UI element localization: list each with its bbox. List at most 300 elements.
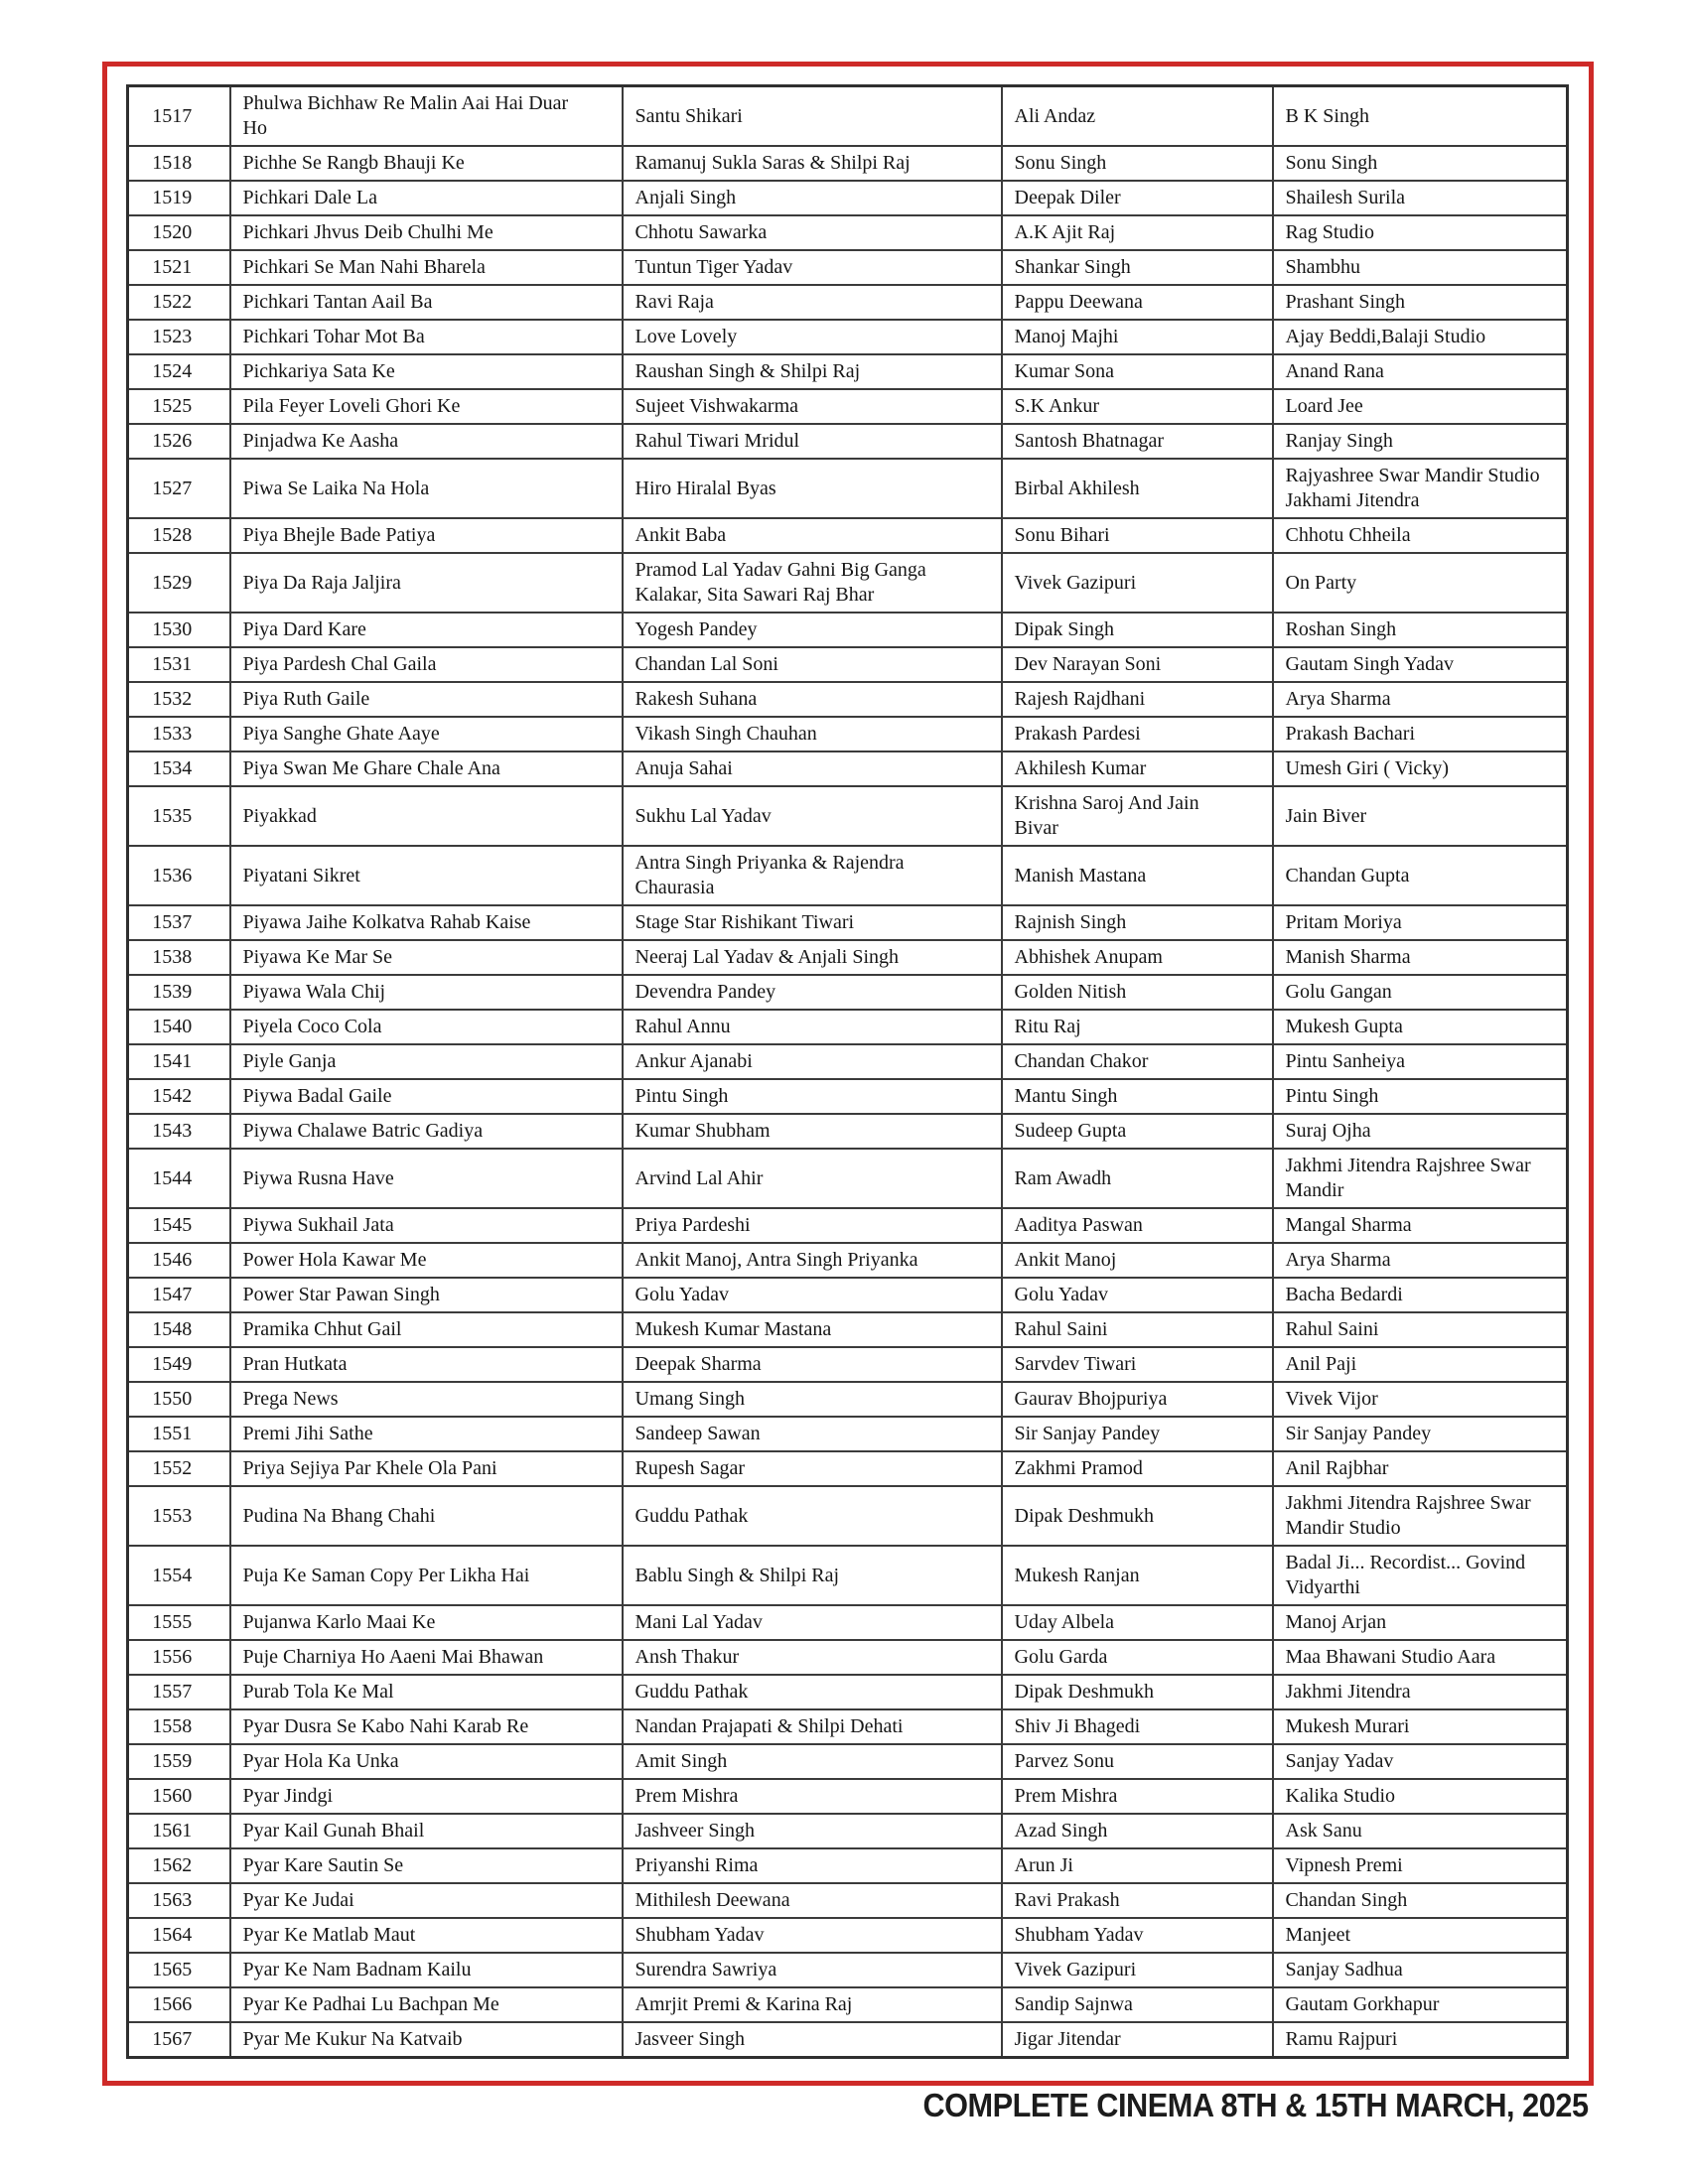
title-cell: Pramika Chhut Gail	[230, 1312, 623, 1347]
singer-cell: Ankit Baba	[623, 518, 1002, 553]
table-body	[128, 86, 1568, 2058]
singer-cell: Rahul Annu	[623, 1010, 1002, 1044]
title-cell: Pichhe Se Rangb Bhauji Ke	[230, 146, 623, 181]
serial-number-cell: 1525	[128, 389, 230, 424]
title-cell: Piyakkad	[230, 786, 623, 846]
music-director-cell: Krishna Saroj And Jain Bivar	[1002, 786, 1273, 846]
table-row	[128, 905, 1568, 940]
table-row	[128, 1848, 1568, 1883]
singer-cell: Tuntun Tiger Yadav	[623, 250, 1002, 285]
music-director-cell: Golu Garda	[1002, 1640, 1273, 1675]
serial-number-cell: 1533	[128, 717, 230, 751]
table-row	[128, 215, 1568, 250]
banner-cell: Badal Ji... Recordist... Govind Vidyarthi	[1273, 1546, 1568, 1605]
singer-cell: Anuja Sahai	[623, 751, 1002, 786]
table-row	[128, 975, 1568, 1010]
serial-number-cell: 1562	[128, 1848, 230, 1883]
serial-number-cell: 1547	[128, 1278, 230, 1312]
singer-cell: Amit Singh	[623, 1744, 1002, 1779]
serial-number-cell: 1535	[128, 786, 230, 846]
serial-number-cell: 1552	[128, 1451, 230, 1486]
music-director-cell: Aaditya Paswan	[1002, 1208, 1273, 1243]
singer-cell: Ankur Ajanabi	[623, 1044, 1002, 1079]
banner-cell: Pritam Moriya	[1273, 905, 1568, 940]
banner-cell: Suraj Ojha	[1273, 1114, 1568, 1149]
banner-cell: Rag Studio	[1273, 215, 1568, 250]
table-row	[128, 250, 1568, 285]
banner-cell: Shambhu	[1273, 250, 1568, 285]
banner-cell: Maa Bhawani Studio Aara	[1273, 1640, 1568, 1675]
music-director-cell: Sonu Singh	[1002, 146, 1273, 181]
banner-cell: Arya Sharma	[1273, 682, 1568, 717]
serial-number-cell: 1537	[128, 905, 230, 940]
title-cell: Power Hola Kawar Me	[230, 1243, 623, 1278]
table-row	[128, 354, 1568, 389]
banner-cell: Golu Gangan	[1273, 975, 1568, 1010]
table-row	[128, 1640, 1568, 1675]
banner-cell: Roshan Singh	[1273, 613, 1568, 647]
singer-cell: Arvind Lal Ahir	[623, 1149, 1002, 1208]
singer-cell: Guddu Pathak	[623, 1675, 1002, 1709]
serial-number-cell: 1542	[128, 1079, 230, 1114]
table-row	[128, 1546, 1568, 1605]
table-row	[128, 320, 1568, 354]
serial-number-cell: 1554	[128, 1546, 230, 1605]
music-director-cell: Sandip Sajnwa	[1002, 1987, 1273, 2022]
singer-cell: Rupesh Sagar	[623, 1451, 1002, 1486]
banner-cell: Manish Sharma	[1273, 940, 1568, 975]
title-cell: Pyar Jindgi	[230, 1779, 623, 1814]
title-cell: Puje Charniya Ho Aaeni Mai Bhawan	[230, 1640, 623, 1675]
banner-cell: Vivek Vijor	[1273, 1382, 1568, 1417]
banner-cell: Ask Sanu	[1273, 1814, 1568, 1848]
singer-cell: Mukesh Kumar Mastana	[623, 1312, 1002, 1347]
table-row	[128, 1079, 1568, 1114]
title-cell: Piya Bhejle Bade Patiya	[230, 518, 623, 553]
banner-cell: Jakhmi Jitendra Rajshree Swar Mandir	[1273, 1149, 1568, 1208]
serial-number-cell: 1536	[128, 846, 230, 905]
table-row	[128, 1605, 1568, 1640]
title-cell: Power Star Pawan Singh	[230, 1278, 623, 1312]
banner-cell: Chhotu Chheila	[1273, 518, 1568, 553]
serial-number-cell: 1545	[128, 1208, 230, 1243]
singer-cell: Sandeep Sawan	[623, 1417, 1002, 1451]
banner-cell: Jakhmi Jitendra	[1273, 1675, 1568, 1709]
table-row	[128, 1814, 1568, 1848]
music-director-cell: Gaurav Bhojpuriya	[1002, 1382, 1273, 1417]
title-cell: Pran Hutkata	[230, 1347, 623, 1382]
title-cell: Pujanwa Karlo Maai Ke	[230, 1605, 623, 1640]
banner-cell: Sonu Singh	[1273, 146, 1568, 181]
title-cell: Pyar Ke Padhai Lu Bachpan Me	[230, 1987, 623, 2022]
banner-cell: Prakash Bachari	[1273, 717, 1568, 751]
banner-cell: Prashant Singh	[1273, 285, 1568, 320]
singer-cell: Chhotu Sawarka	[623, 215, 1002, 250]
banner-cell: Anand Rana	[1273, 354, 1568, 389]
serial-number-cell: 1529	[128, 553, 230, 613]
table-row	[128, 459, 1568, 518]
serial-number-cell: 1520	[128, 215, 230, 250]
serial-number-cell: 1563	[128, 1883, 230, 1918]
table-row	[128, 181, 1568, 215]
title-cell: Piya Da Raja Jaljira	[230, 553, 623, 613]
serial-number-cell: 1528	[128, 518, 230, 553]
banner-cell: Loard Jee	[1273, 389, 1568, 424]
banner-cell: Vipnesh Premi	[1273, 1848, 1568, 1883]
singer-cell: Nandan Prajapati & Shilpi Dehati	[623, 1709, 1002, 1744]
banner-cell: Umesh Giri ( Vicky)	[1273, 751, 1568, 786]
title-cell: Piyle Ganja	[230, 1044, 623, 1079]
banner-cell: Chandan Singh	[1273, 1883, 1568, 1918]
banner-cell: B K Singh	[1273, 86, 1568, 147]
serial-number-cell: 1564	[128, 1918, 230, 1953]
music-director-cell: Dipak Singh	[1002, 613, 1273, 647]
singer-cell: Santu Shikari	[623, 86, 1002, 147]
serial-number-cell: 1558	[128, 1709, 230, 1744]
title-cell: Piyawa Jaihe Kolkatva Rahab Kaise	[230, 905, 623, 940]
serial-number-cell: 1555	[128, 1605, 230, 1640]
music-director-cell: Ravi Prakash	[1002, 1883, 1273, 1918]
title-cell: Pichkari Tantan Aail Ba	[230, 285, 623, 320]
title-cell: Pyar Me Kukur Na Katvaib	[230, 2022, 623, 2058]
serial-number-cell: 1553	[128, 1486, 230, 1546]
table-row	[128, 1953, 1568, 1987]
music-director-cell: Ritu Raj	[1002, 1010, 1273, 1044]
title-cell: Pichkari Jhvus Deib Chulhi Me	[230, 215, 623, 250]
table-row	[128, 1744, 1568, 1779]
singer-cell: Yogesh Pandey	[623, 613, 1002, 647]
banner-cell: Gautam Singh Yadav	[1273, 647, 1568, 682]
music-director-cell: Dipak Deshmukh	[1002, 1675, 1273, 1709]
serial-number-cell: 1526	[128, 424, 230, 459]
serial-number-cell: 1567	[128, 2022, 230, 2058]
music-director-cell: Uday Albela	[1002, 1605, 1273, 1640]
singer-cell: Raushan Singh & Shilpi Raj	[623, 354, 1002, 389]
table-row	[128, 717, 1568, 751]
table-row	[128, 518, 1568, 553]
footer-text: COMPLETE CINEMA 8TH & 15TH MARCH, 2025	[922, 2087, 1589, 2123]
table-row	[128, 553, 1568, 613]
singer-cell: Umang Singh	[623, 1382, 1002, 1417]
serial-number-cell: 1556	[128, 1640, 230, 1675]
footer-caption	[873, 2087, 1589, 2124]
banner-cell: Gautam Gorkhapur	[1273, 1987, 1568, 2022]
table-row	[128, 1243, 1568, 1278]
music-director-cell: Golden Nitish	[1002, 975, 1273, 1010]
singer-cell: Mithilesh Deewana	[623, 1883, 1002, 1918]
serial-number-cell: 1566	[128, 1987, 230, 2022]
music-director-cell: A.K Ajit Raj	[1002, 215, 1273, 250]
table-row	[128, 1987, 1568, 2022]
serial-number-cell: 1523	[128, 320, 230, 354]
serial-number-cell: 1549	[128, 1347, 230, 1382]
serial-number-cell: 1534	[128, 751, 230, 786]
singer-cell: Mani Lal Yadav	[623, 1605, 1002, 1640]
music-director-cell: Mantu Singh	[1002, 1079, 1273, 1114]
title-cell: Pila Feyer Loveli Ghori Ke	[230, 389, 623, 424]
music-director-cell: Ali Andaz	[1002, 86, 1273, 147]
singer-cell: Anjali Singh	[623, 181, 1002, 215]
title-cell: Pichkariya Sata Ke	[230, 354, 623, 389]
singer-cell: Antra Singh Priyanka & Rajendra Chaurasia	[623, 846, 1002, 905]
serial-number-cell: 1521	[128, 250, 230, 285]
music-director-cell: Mukesh Ranjan	[1002, 1546, 1273, 1605]
singer-cell: Ankit Manoj, Antra Singh Priyanka	[623, 1243, 1002, 1278]
banner-cell: Ajay Beddi,Balaji Studio	[1273, 320, 1568, 354]
singer-cell: Sukhu Lal Yadav	[623, 786, 1002, 846]
singer-cell: Ravi Raja	[623, 285, 1002, 320]
banner-cell: Rajyashree Swar Mandir Studio Jakhami Jitendra	[1273, 459, 1568, 518]
title-cell: Piyawa Ke Mar Se	[230, 940, 623, 975]
serial-number-cell: 1559	[128, 1744, 230, 1779]
title-cell: Piya Ruth Gaile	[230, 682, 623, 717]
banner-cell: Arya Sharma	[1273, 1243, 1568, 1278]
music-director-cell: Abhishek Anupam	[1002, 940, 1273, 975]
title-cell: Pichkari Tohar Mot Ba	[230, 320, 623, 354]
singer-cell: Priyanshi Rima	[623, 1848, 1002, 1883]
singer-cell: Guddu Pathak	[623, 1486, 1002, 1546]
singer-cell: Love Lovely	[623, 320, 1002, 354]
title-cell: Pichkari Se Man Nahi Bharela	[230, 250, 623, 285]
music-director-cell: Santosh Bhatnagar	[1002, 424, 1273, 459]
music-director-cell: Prakash Pardesi	[1002, 717, 1273, 751]
singer-cell: Hiro Hiralal Byas	[623, 459, 1002, 518]
music-director-cell: Jigar Jitendar	[1002, 2022, 1273, 2058]
singer-cell: Pramod Lal Yadav Gahni Big Ganga Kalakar, Sita Sawari Raj Bhar	[623, 553, 1002, 613]
table-row	[128, 940, 1568, 975]
singer-cell: Rakesh Suhana	[623, 682, 1002, 717]
serial-number-cell: 1541	[128, 1044, 230, 1079]
banner-cell: Mukesh Gupta	[1273, 1010, 1568, 1044]
music-director-cell: Azad Singh	[1002, 1814, 1273, 1848]
serial-number-cell: 1550	[128, 1382, 230, 1417]
serial-number-cell: 1543	[128, 1114, 230, 1149]
title-cell: Phulwa Bichhaw Re Malin Aai Hai Duar Ho	[230, 86, 623, 147]
singer-cell: Shubham Yadav	[623, 1918, 1002, 1953]
serial-number-cell: 1546	[128, 1243, 230, 1278]
music-director-cell: Ankit Manoj	[1002, 1243, 1273, 1278]
music-director-cell: Zakhmi Pramod	[1002, 1451, 1273, 1486]
banner-cell: Pintu Sanheiya	[1273, 1044, 1568, 1079]
title-cell: Pyar Dusra Se Kabo Nahi Karab Re	[230, 1709, 623, 1744]
music-director-cell: Prem Mishra	[1002, 1779, 1273, 1814]
banner-cell: Jakhmi Jitendra Rajshree Swar Mandir Studio	[1273, 1486, 1568, 1546]
serial-number-cell: 1561	[128, 1814, 230, 1848]
banner-cell: Jain Biver	[1273, 786, 1568, 846]
serial-number-cell: 1532	[128, 682, 230, 717]
table-row	[128, 424, 1568, 459]
table-row	[128, 86, 1568, 147]
table-row	[128, 1709, 1568, 1744]
title-cell: Piywa Rusna Have	[230, 1149, 623, 1208]
table-row	[128, 1010, 1568, 1044]
singer-cell: Rahul Tiwari Mridul	[623, 424, 1002, 459]
song-list-table	[126, 84, 1569, 2059]
singer-cell: Priya Pardeshi	[623, 1208, 1002, 1243]
title-cell: Piyela Coco Cola	[230, 1010, 623, 1044]
serial-number-cell: 1565	[128, 1953, 230, 1987]
table-row	[128, 1278, 1568, 1312]
serial-number-cell: 1530	[128, 613, 230, 647]
title-cell: Priya Sejiya Par Khele Ola Pani	[230, 1451, 623, 1486]
serial-number-cell: 1531	[128, 647, 230, 682]
banner-cell: Bacha Bedardi	[1273, 1278, 1568, 1312]
music-director-cell: Sarvdev Tiwari	[1002, 1347, 1273, 1382]
serial-number-cell: 1538	[128, 940, 230, 975]
banner-cell: Sanjay Sadhua	[1273, 1953, 1568, 1987]
table-row	[128, 1347, 1568, 1382]
table-row	[128, 2022, 1568, 2058]
title-cell: Puja Ke Saman Copy Per Likha Hai	[230, 1546, 623, 1605]
singer-cell: Ramanuj Sukla Saras & Shilpi Raj	[623, 146, 1002, 181]
music-director-cell: Dev Narayan Soni	[1002, 647, 1273, 682]
title-cell: Piya Pardesh Chal Gaila	[230, 647, 623, 682]
banner-cell: Pintu Singh	[1273, 1079, 1568, 1114]
singer-cell: Chandan Lal Soni	[623, 647, 1002, 682]
table-row	[128, 846, 1568, 905]
singer-cell: Sujeet Vishwakarma	[623, 389, 1002, 424]
singer-cell: Jashveer Singh	[623, 1814, 1002, 1848]
banner-cell: Ranjay Singh	[1273, 424, 1568, 459]
title-cell: Piya Dard Kare	[230, 613, 623, 647]
table-row	[128, 146, 1568, 181]
music-director-cell: Sonu Bihari	[1002, 518, 1273, 553]
table-row	[128, 285, 1568, 320]
title-cell: Prega News	[230, 1382, 623, 1417]
title-cell: Pyar Kail Gunah Bhail	[230, 1814, 623, 1848]
serial-number-cell: 1518	[128, 146, 230, 181]
music-director-cell: Kumar Sona	[1002, 354, 1273, 389]
title-cell: Piwa Se Laika Na Hola	[230, 459, 623, 518]
title-cell: Pinjadwa Ke Aasha	[230, 424, 623, 459]
music-director-cell: Birbal Akhilesh	[1002, 459, 1273, 518]
music-director-cell: Shankar Singh	[1002, 250, 1273, 285]
music-director-cell: S.K Ankur	[1002, 389, 1273, 424]
title-cell: Piya Sanghe Ghate Aaye	[230, 717, 623, 751]
title-cell: Piywa Sukhail Jata	[230, 1208, 623, 1243]
singer-cell: Stage Star Rishikant Tiwari	[623, 905, 1002, 940]
serial-number-cell: 1517	[128, 86, 230, 147]
serial-number-cell: 1551	[128, 1417, 230, 1451]
title-cell: Pyar Hola Ka Unka	[230, 1744, 623, 1779]
singer-cell: Prem Mishra	[623, 1779, 1002, 1814]
title-cell: Purab Tola Ke Mal	[230, 1675, 623, 1709]
serial-number-cell: 1522	[128, 285, 230, 320]
music-director-cell: Parvez Sonu	[1002, 1744, 1273, 1779]
table-row	[128, 389, 1568, 424]
singer-cell: Jasveer Singh	[623, 2022, 1002, 2058]
serial-number-cell: 1560	[128, 1779, 230, 1814]
music-director-cell: Ram Awadh	[1002, 1149, 1273, 1208]
music-director-cell: Manish Mastana	[1002, 846, 1273, 905]
table-row	[128, 751, 1568, 786]
title-cell: Premi Jihi Sathe	[230, 1417, 623, 1451]
serial-number-cell: 1548	[128, 1312, 230, 1347]
singer-cell: Surendra Sawriya	[623, 1953, 1002, 1987]
music-director-cell: Sudeep Gupta	[1002, 1114, 1273, 1149]
music-director-cell: Rajesh Rajdhani	[1002, 682, 1273, 717]
table-row	[128, 1779, 1568, 1814]
title-cell: Piyatani Sikret	[230, 846, 623, 905]
title-cell: Pyar Kare Sautin Se	[230, 1848, 623, 1883]
table-row	[128, 1382, 1568, 1417]
serial-number-cell: 1519	[128, 181, 230, 215]
table-row	[128, 1486, 1568, 1546]
table-row	[128, 1044, 1568, 1079]
singer-cell: Bablu Singh & Shilpi Raj	[623, 1546, 1002, 1605]
banner-cell: Kalika Studio	[1273, 1779, 1568, 1814]
table-row	[128, 613, 1568, 647]
table-row	[128, 1451, 1568, 1486]
music-director-cell: Rajnish Singh	[1002, 905, 1273, 940]
table-row	[128, 682, 1568, 717]
singer-cell: Kumar Shubham	[623, 1114, 1002, 1149]
music-director-cell: Shubham Yadav	[1002, 1918, 1273, 1953]
banner-cell: Chandan Gupta	[1273, 846, 1568, 905]
singer-cell: Golu Yadav	[623, 1278, 1002, 1312]
banner-cell: On Party	[1273, 553, 1568, 613]
music-director-cell: Chandan Chakor	[1002, 1044, 1273, 1079]
music-director-cell: Akhilesh Kumar	[1002, 751, 1273, 786]
title-cell: Pyar Ke Nam Badnam Kailu	[230, 1953, 623, 1987]
banner-cell: Sanjay Yadav	[1273, 1744, 1568, 1779]
table-row	[128, 1675, 1568, 1709]
title-cell: Pudina Na Bhang Chahi	[230, 1486, 623, 1546]
banner-cell: Rahul Saini	[1273, 1312, 1568, 1347]
singer-cell: Deepak Sharma	[623, 1347, 1002, 1382]
title-cell: Pyar Ke Judai	[230, 1883, 623, 1918]
singer-cell: Neeraj Lal Yadav & Anjali Singh	[623, 940, 1002, 975]
title-cell: Pichkari Dale La	[230, 181, 623, 215]
serial-number-cell: 1557	[128, 1675, 230, 1709]
table-row	[128, 1114, 1568, 1149]
title-cell: Pyar Ke Matlab Maut	[230, 1918, 623, 1953]
music-director-cell: Vivek Gazipuri	[1002, 1953, 1273, 1987]
banner-cell: Mangal Sharma	[1273, 1208, 1568, 1243]
table-row	[128, 786, 1568, 846]
music-director-cell: Pappu Deewana	[1002, 285, 1273, 320]
title-cell: Piya Swan Me Ghare Chale Ana	[230, 751, 623, 786]
singer-cell: Ansh Thakur	[623, 1640, 1002, 1675]
title-cell: Piywa Badal Gaile	[230, 1079, 623, 1114]
music-director-cell: Rahul Saini	[1002, 1312, 1273, 1347]
table-row	[128, 1883, 1568, 1918]
music-director-cell: Golu Yadav	[1002, 1278, 1273, 1312]
music-director-cell: Dipak Deshmukh	[1002, 1486, 1273, 1546]
singer-cell: Pintu Singh	[623, 1079, 1002, 1114]
banner-cell: Anil Paji	[1273, 1347, 1568, 1382]
banner-cell: Ramu Rajpuri	[1273, 2022, 1568, 2058]
table-row	[128, 1149, 1568, 1208]
table-row	[128, 1312, 1568, 1347]
singer-cell: Devendra Pandey	[623, 975, 1002, 1010]
singer-cell: Amrjit Premi & Karina Raj	[623, 1987, 1002, 2022]
music-director-cell: Manoj Majhi	[1002, 320, 1273, 354]
banner-cell: Anil Rajbhar	[1273, 1451, 1568, 1486]
singer-cell: Vikash Singh Chauhan	[623, 717, 1002, 751]
table-row	[128, 1208, 1568, 1243]
banner-cell: Sir Sanjay Pandey	[1273, 1417, 1568, 1451]
table-row	[128, 1918, 1568, 1953]
banner-cell: Shailesh Surila	[1273, 181, 1568, 215]
music-director-cell: Deepak Diler	[1002, 181, 1273, 215]
serial-number-cell: 1539	[128, 975, 230, 1010]
serial-number-cell: 1527	[128, 459, 230, 518]
banner-cell: Mukesh Murari	[1273, 1709, 1568, 1744]
serial-number-cell: 1544	[128, 1149, 230, 1208]
table-row	[128, 1417, 1568, 1451]
banner-cell: Manoj Arjan	[1273, 1605, 1568, 1640]
